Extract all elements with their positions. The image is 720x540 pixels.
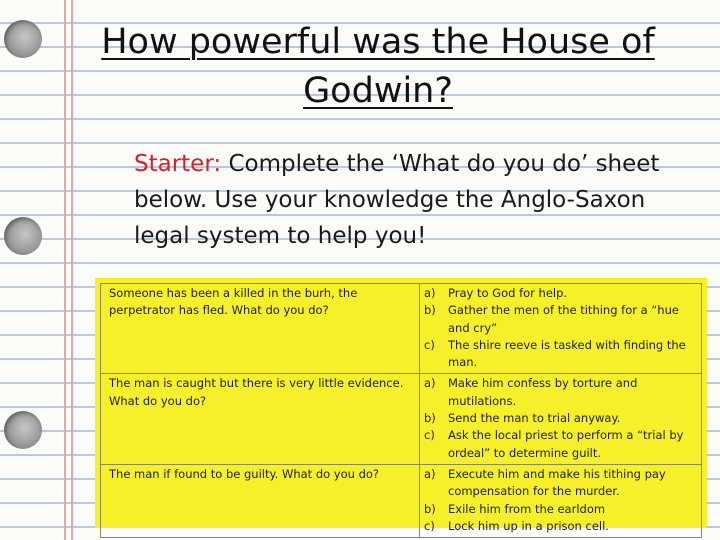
- option: c) Ask the local priest to perform a “trial by ordeal” to determine guilt.: [424, 428, 684, 460]
- starter-text: [134, 146, 694, 254]
- table-row: [101, 284, 702, 374]
- binder-hole: [4, 411, 42, 449]
- starter-label: Starter:: [134, 151, 222, 177]
- table-row: [101, 374, 702, 464]
- scenario-question: Someone has been a killed in the burh, the perpetrator has fled. What do you do?: [101, 284, 420, 374]
- option: a) Execute him and make his tithing pay compensation for the murder.: [424, 466, 666, 499]
- margin-line: [64, 0, 66, 540]
- scenario-options: [420, 284, 702, 374]
- margin-line: [71, 0, 73, 540]
- option: c) Lock him up in a prison cell.: [424, 518, 609, 533]
- scenario-question: The man if found to be guilty. What do you do?: [101, 464, 420, 537]
- option: a) Make him confess by torture and mutilations.: [424, 376, 638, 408]
- option: b) Send the man to trial anyway.: [424, 411, 621, 426]
- scenario-question: The man is caught but there is very little evidence. What do you do?: [101, 374, 420, 464]
- option: b) Gather the men of the tithing for a “hue and cry”: [424, 303, 679, 335]
- starter-instructions: Complete the ‘What do you do’ sheet below. Use your knowledge the Anglo-Saxon legal system to help you!: [134, 151, 660, 249]
- option: b) Exile him from the earldom: [424, 501, 606, 516]
- binder-hole: [4, 217, 42, 255]
- option: a) Pray to God for help.: [424, 286, 568, 300]
- table-row: [101, 464, 702, 537]
- binder-hole: [4, 20, 42, 58]
- scenario-options: [420, 464, 702, 537]
- scenario-options: [420, 374, 702, 464]
- page-title: How powerful was the House of Godwin?: [101, 22, 655, 111]
- option: c) The shire reeve is tasked with finding the man.: [424, 337, 686, 370]
- worksheet: [95, 278, 707, 533]
- scenario-table: [100, 283, 702, 538]
